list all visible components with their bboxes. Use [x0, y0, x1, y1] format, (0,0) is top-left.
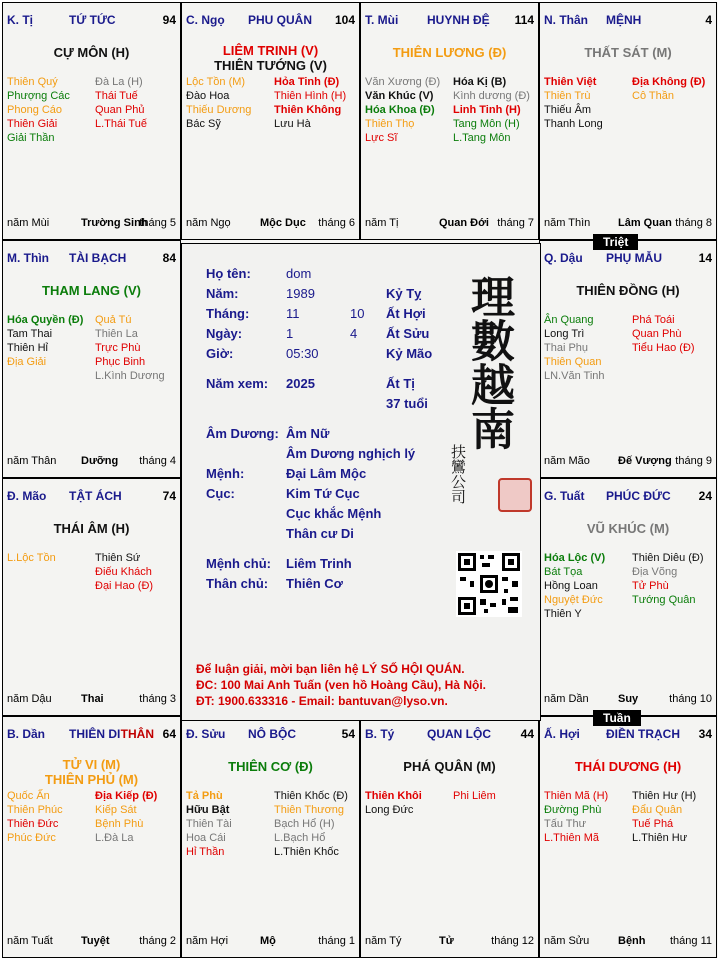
palace-chi: M. Thìn — [7, 251, 49, 265]
star: Thiên Diêu (Đ) — [632, 552, 704, 564]
palace-chi: K. Tị — [7, 13, 33, 27]
menh-label: Mệnh: — [206, 466, 245, 481]
right-stars — [632, 75, 705, 103]
dai-han-number: 64 — [162, 727, 176, 741]
star: Linh Tinh (H) — [453, 104, 521, 116]
palace-chi: C. Ngọ — [186, 13, 225, 27]
palace-chi: Ấ. Hợi — [544, 727, 580, 741]
palace-header — [544, 251, 712, 267]
triet-tag: Triệt — [593, 234, 638, 250]
star: Thiên La — [95, 328, 138, 340]
main-star: THÁI ÂM (H) — [53, 521, 130, 536]
star: Phúc Đức — [7, 832, 56, 844]
contact-line-3: ĐT: 1900.633316 - Email: bantuvan@lyso.vn. — [196, 694, 448, 708]
left-stars — [7, 551, 56, 565]
star: Thiên Đức — [7, 818, 59, 830]
palace-name: MỆNH — [606, 13, 642, 27]
main-star: THIÊN PHỦ (M) — [44, 772, 139, 787]
palace-footer — [365, 217, 534, 231]
tieu-han-year: năm Dậu — [7, 693, 52, 705]
star: Phi Liêm — [453, 790, 496, 802]
star: Đường Phù — [544, 804, 602, 816]
palace-ti[interactable] — [2, 2, 181, 240]
star: L.Kình Dương — [95, 370, 165, 382]
star: Thiên Sứ — [95, 552, 141, 564]
star: Thai Phụ — [544, 342, 589, 354]
palace-footer — [7, 455, 176, 469]
palace-footer — [186, 217, 355, 231]
palace-name: TẬT ÁCH — [69, 489, 122, 503]
right-stars — [95, 551, 153, 593]
palace-ngo[interactable] — [181, 2, 360, 240]
palace-header — [7, 489, 176, 505]
star: Tuế Phá — [632, 818, 674, 830]
main-star: THIÊN TƯỚNG (V) — [214, 58, 327, 73]
nguyet-han-month: tháng 10 — [669, 693, 712, 705]
star: Tang Môn (H) — [453, 118, 520, 130]
gio-value: 05:30 — [286, 346, 319, 361]
tuan-tag: Tuần — [593, 710, 641, 726]
star: Trực Phù — [95, 342, 141, 354]
star: LN.Văn Tinh — [544, 370, 605, 382]
truong-sinh-stage: Mộ — [260, 935, 276, 947]
star: Phục Binh — [95, 356, 146, 368]
left-stars — [544, 75, 603, 131]
star: Thiên Trù — [544, 90, 591, 102]
dai-han-number: 94 — [162, 13, 176, 27]
palace-name: THIÊN DI — [69, 727, 121, 741]
nguyet-han-month: tháng 8 — [675, 217, 712, 229]
palace-header — [186, 727, 355, 743]
nguyet-han-month: tháng 4 — [139, 455, 176, 467]
palace-name: PHỤ MẪU — [606, 251, 662, 265]
red-seal-stamp — [498, 478, 532, 512]
left-stars — [544, 789, 608, 845]
dai-han-number: 84 — [162, 251, 176, 265]
dai-han-number: 104 — [334, 13, 355, 27]
star: L.Thái Tuế — [95, 118, 147, 130]
left-stars — [7, 75, 70, 145]
truong-sinh-stage: Suy — [618, 693, 639, 705]
star: Địa Giải — [7, 356, 47, 368]
palace-dan[interactable] — [2, 716, 181, 958]
star: Hóa Kị (B) — [453, 76, 507, 88]
palace-chi: B. Tý — [365, 727, 395, 741]
right-stars — [453, 789, 496, 803]
dai-han-number: 44 — [520, 727, 534, 741]
palace-chi: Đ. Mão — [7, 489, 47, 503]
star: Long Đức — [365, 804, 414, 816]
star: Thiên Việt — [544, 76, 597, 88]
star: Tiểu Hao (Đ) — [632, 342, 695, 354]
star: Hóa Khoa (Đ) — [365, 104, 435, 116]
star: Hữu Bật — [186, 804, 230, 816]
nguyet-han-month: tháng 11 — [669, 935, 712, 947]
truong-sinh-stage: Tử — [439, 935, 454, 947]
palace-footer — [544, 693, 712, 707]
star: Long Trì — [544, 328, 585, 340]
palace-header — [365, 13, 534, 29]
palace-hoi[interactable] — [539, 716, 717, 958]
palace-footer — [365, 935, 534, 949]
cuc-khac-menh: Cục khắc Mệnh — [286, 506, 382, 521]
main-star: THIÊN CƠ (Đ) — [228, 759, 313, 774]
star: Phá Toái — [632, 314, 675, 326]
star: Thanh Long — [544, 118, 603, 130]
palace-name: PHU QUÂN — [248, 13, 313, 27]
nam-label: Năm: — [206, 286, 239, 301]
tieu-han-year: năm Tuất — [7, 935, 53, 947]
left-stars — [365, 789, 422, 817]
star: Thiên Thương — [274, 804, 345, 816]
star: Thiếu Âm — [544, 104, 592, 116]
star: Hỉ Thần — [186, 846, 225, 858]
dai-han-number: 74 — [162, 489, 176, 503]
qr-code — [456, 551, 522, 617]
star: Kình dương (Đ) — [453, 90, 530, 102]
truong-sinh-stage: Mộc Dục — [260, 217, 306, 229]
star: Hỏa Tinh (Đ) — [274, 76, 340, 88]
dai-han-number: 114 — [514, 13, 534, 27]
palace-header — [544, 489, 712, 505]
palace-ty[interactable] — [360, 716, 539, 958]
tieu-han-year: năm Tý — [365, 935, 402, 947]
star: Hoa Cái — [186, 832, 226, 844]
nam-xem-label: Năm xem: — [206, 376, 269, 391]
palace-header — [7, 251, 176, 267]
palace-name: NÔ BỘC — [248, 727, 296, 741]
star: Thiên Mã (H) — [544, 790, 609, 802]
star: Bạch Hổ (H) — [274, 818, 335, 830]
nguyet-han-month: tháng 6 — [318, 217, 355, 229]
palace-chi: B. Dần — [7, 727, 46, 741]
star: Cô Thần — [632, 90, 674, 102]
nam-can-chi: Kỷ Tỵ — [386, 286, 422, 301]
palace-mui[interactable] — [360, 2, 539, 240]
star: Thiên Quan — [544, 356, 602, 368]
right-stars — [632, 789, 696, 845]
nguyet-han-month: tháng 2 — [139, 935, 176, 947]
palace-chi: Q. Dậu — [544, 251, 583, 265]
thang-am-lich: 10 — [350, 306, 365, 321]
truong-sinh-stage: Đế Vượng — [618, 455, 672, 467]
star: Bệnh Phù — [95, 818, 144, 830]
nam-xem-value: 2025 — [286, 376, 315, 391]
truong-sinh-stage: Tuyệt — [81, 935, 110, 947]
than-chu-value: Thiên Cơ — [286, 576, 343, 591]
right-stars — [95, 75, 147, 131]
star: Thiên Thọ — [365, 118, 415, 130]
tieu-han-year: năm Tị — [365, 217, 399, 229]
dai-han-number: 54 — [341, 727, 355, 741]
tieu-han-year: năm Thân — [7, 455, 57, 467]
star: Hóa Lộc (V) — [544, 552, 606, 564]
star: Đại Hao (Đ) — [95, 580, 154, 592]
ngay-duong-lich: 1 — [286, 326, 294, 341]
palace-name: QUAN LỘC — [427, 727, 491, 741]
star: Thiên Quý — [7, 76, 58, 88]
palace-header — [544, 13, 712, 29]
dai-han-number: 34 — [698, 727, 712, 741]
star: L.Tang Môn — [453, 132, 511, 144]
nguyet-han-month: tháng 1 — [318, 935, 355, 947]
star: Phượng Các — [7, 90, 70, 102]
palace-chi: G. Tuất — [544, 489, 585, 503]
ngay-can-chi: Ất Sửu — [386, 326, 430, 341]
star: L.Thiên Mã — [544, 832, 600, 844]
tieu-han-year: năm Mùi — [7, 217, 50, 229]
left-stars — [544, 551, 605, 621]
nguyet-han-month: tháng 12 — [491, 935, 534, 947]
right-stars — [274, 789, 348, 859]
star: Tam Thai — [7, 328, 53, 340]
star: Hóa Quyền (Đ) — [7, 314, 84, 326]
menh-value: Đại Lâm Mộc — [286, 466, 367, 481]
palace-footer — [7, 935, 176, 949]
star: Thiên Y — [544, 608, 582, 620]
star: Quan Phủ — [95, 104, 145, 116]
palace-footer — [544, 217, 712, 231]
main-star: THẤT SÁT (M) — [584, 45, 672, 60]
left-stars — [7, 789, 63, 845]
star: Thiên Tài — [186, 818, 232, 830]
palace-header — [365, 727, 534, 743]
nguyet-han-month: tháng 3 — [139, 693, 176, 705]
nam-xem-can-chi: Ất Tị — [386, 376, 415, 391]
palace-chi: N. Thân — [544, 13, 588, 27]
palace-name: HUYNH ĐỆ — [427, 13, 490, 27]
star: Thái Tuế — [95, 90, 138, 102]
cuc-label: Cục: — [206, 486, 235, 501]
nguyet-han-month: tháng 9 — [675, 455, 712, 467]
palace-footer — [7, 217, 176, 231]
tieu-han-year: năm Ngọ — [186, 217, 231, 229]
right-stars — [95, 313, 165, 383]
thang-duong-lich: 11 — [286, 306, 300, 321]
star: L.Đà La — [95, 832, 134, 844]
menh-chu-value: Liêm Trinh — [286, 556, 352, 571]
star: Địa Không (Đ) — [632, 76, 706, 88]
star: L.Lộc Tồn — [7, 552, 56, 564]
star: Văn Xương (Đ) — [365, 76, 441, 88]
star: Tấu Thư — [544, 818, 587, 830]
left-stars — [186, 75, 251, 131]
gio-label: Giờ: — [206, 346, 234, 361]
star: Nguyệt Đức — [544, 594, 603, 606]
main-star: THIÊN ĐỒNG (H) — [576, 283, 680, 298]
star: Bát Tọa — [544, 566, 583, 578]
star: Lưu Hà — [274, 118, 311, 130]
star: L.Thiên Hư — [632, 832, 688, 844]
am-duong-label: Âm Dương: — [206, 426, 279, 441]
dai-han-number: 24 — [698, 489, 712, 503]
main-star: CỰ MÔN (H) — [53, 45, 130, 60]
right-stars — [274, 75, 346, 131]
nguyet-han-month: tháng 7 — [497, 217, 534, 229]
cuc-value: Kim Tứ Cục — [286, 486, 360, 501]
star: Văn Khúc (V) — [365, 90, 434, 102]
palace-dau[interactable] — [539, 240, 717, 478]
star: Thiên Hỉ — [7, 342, 48, 354]
seal-small-text: 扶鸞公司 — [449, 444, 467, 504]
star: Thiên Giải — [7, 118, 58, 130]
star: Quan Phù — [632, 328, 682, 340]
palace-name: PHÚC ĐỨC — [606, 489, 671, 503]
right-stars — [95, 789, 157, 845]
palace-footer — [544, 455, 712, 469]
star: Quốc Ấn — [7, 790, 50, 802]
star: Thiên Khôi — [365, 790, 422, 802]
left-stars — [186, 789, 232, 859]
thang-label: Tháng: — [206, 306, 250, 321]
right-stars — [632, 313, 695, 355]
ho-ten-label: Họ tên: — [206, 266, 251, 281]
thang-can-chi: Ất Hợi — [386, 306, 426, 321]
dai-han-number: 4 — [705, 13, 712, 27]
left-stars — [365, 75, 440, 145]
truong-sinh-stage: Trường Sinh — [81, 217, 148, 229]
star: Thiên Khốc (Đ) — [274, 790, 348, 802]
palace-chi: Đ. Sửu — [186, 727, 226, 741]
left-stars — [7, 313, 83, 369]
main-star: PHÁ QUÂN (M) — [403, 759, 496, 774]
tieu-han-year: năm Hợi — [186, 935, 229, 947]
star: Phong Cáo — [7, 104, 63, 116]
star: Giải Thần — [7, 132, 55, 144]
main-star: THIÊN LƯƠNG (Đ) — [392, 45, 507, 60]
palace-footer — [186, 935, 355, 949]
palace-header — [186, 13, 355, 29]
star: Lực Sĩ — [365, 132, 398, 144]
contact-line-1: Để luận giải, mời bạn liên hệ LÝ SỐ HỘI QUÁN. — [196, 662, 465, 676]
right-stars — [632, 551, 704, 607]
star: Địa Kiếp (Đ) — [95, 790, 158, 802]
star: Tướng Quân — [632, 594, 696, 606]
palace-chi: T. Mùi — [365, 13, 399, 27]
tuoi-value: 37 tuổi — [386, 396, 428, 411]
ho-ten-value: dom — [286, 266, 312, 281]
star: Hồng Loan — [544, 580, 598, 592]
truong-sinh-stage: Dưỡng — [81, 455, 119, 467]
palace-name: ĐIỀN TRẠCH — [606, 727, 680, 741]
star: Quả Tú — [95, 314, 132, 326]
palace-suu[interactable] — [181, 716, 360, 958]
star: Tả Phù — [186, 790, 223, 802]
palace-header — [544, 727, 712, 743]
am-duong-value: Âm Nữ — [286, 426, 330, 441]
than-chu-label: Thân chủ: — [206, 576, 269, 591]
star: Địa Võng — [632, 566, 678, 578]
star: Kiếp Sát — [95, 804, 137, 816]
tu-vi-chart — [2, 2, 718, 958]
truong-sinh-stage: Thai — [81, 693, 104, 705]
star: Lộc Tồn (M) — [186, 76, 246, 88]
tieu-han-year: năm Mão — [544, 455, 590, 467]
palace-than[interactable] — [539, 2, 717, 240]
tieu-han-year: năm Sửu — [544, 935, 590, 947]
star: Thiên Không — [274, 104, 342, 116]
main-star: LIÊM TRINH (V) — [222, 43, 319, 58]
main-star: THAM LANG (V) — [42, 283, 141, 298]
truong-sinh-stage: Quan Đới — [439, 217, 489, 229]
palace-header — [7, 13, 176, 29]
star: Thiên Hình (H) — [274, 90, 347, 102]
calligraphy-text: 理數越南 — [463, 274, 514, 450]
tieu-han-year: năm Thìn — [544, 217, 591, 229]
gio-can-chi: Kỷ Mão — [386, 346, 433, 361]
palace-name: TỨ TỨC — [69, 13, 116, 27]
star: L.Thiên Khốc — [274, 846, 339, 858]
dai-han-number: 14 — [698, 251, 712, 265]
tieu-han-year: năm Dần — [544, 693, 589, 705]
main-star: VŨ KHÚC (M) — [586, 521, 670, 536]
ngay-label: Ngày: — [206, 326, 243, 341]
left-stars — [544, 313, 605, 383]
star: L.Bạch Hổ — [274, 832, 326, 844]
ngay-am-lich: 4 — [350, 326, 358, 341]
truong-sinh-stage: Bệnh — [618, 935, 646, 947]
menh-chu-label: Mệnh chủ: — [206, 556, 271, 571]
than-cu: Thân cư Di — [286, 526, 354, 541]
palace-footer — [7, 693, 176, 707]
star: Thiếu Dương — [186, 104, 252, 116]
center-info-panel — [181, 243, 541, 721]
star: Thiên Phúc — [7, 804, 63, 816]
star: Tử Phù — [632, 580, 669, 592]
nam-value: 1989 — [286, 286, 315, 301]
star: Đà La (H) — [95, 76, 143, 88]
star: Đào Hoa — [186, 90, 230, 102]
nguyet-han-month: tháng 5 — [139, 217, 176, 229]
palace-tuat[interactable] — [539, 478, 717, 716]
palace-name: TÀI BẠCH — [69, 251, 127, 265]
palace-thin[interactable] — [2, 240, 181, 478]
than-marker: THÂN — [120, 727, 154, 741]
star: Đẩu Quân — [632, 804, 683, 816]
am-duong-ly: Âm Dương nghịch lý — [286, 446, 416, 461]
palace-mao[interactable] — [2, 478, 181, 716]
star: Ân Quang — [544, 314, 594, 326]
star: Điếu Khách — [95, 566, 152, 578]
truong-sinh-stage: Lâm Quan — [618, 217, 672, 229]
right-stars — [453, 75, 530, 145]
star: Thiên Hư (H) — [632, 790, 697, 802]
contact-line-2: ĐC: 100 Mai Anh Tuấn (ven hồ Hoàng Cầu), Hà Nội. — [196, 678, 487, 692]
palace-footer — [544, 935, 712, 949]
star: Bác Sỹ — [186, 118, 221, 130]
main-star: TỬ VI (M) — [62, 757, 121, 772]
palace-header — [7, 727, 176, 743]
main-star: THÁI DƯƠNG (H) — [574, 759, 682, 774]
